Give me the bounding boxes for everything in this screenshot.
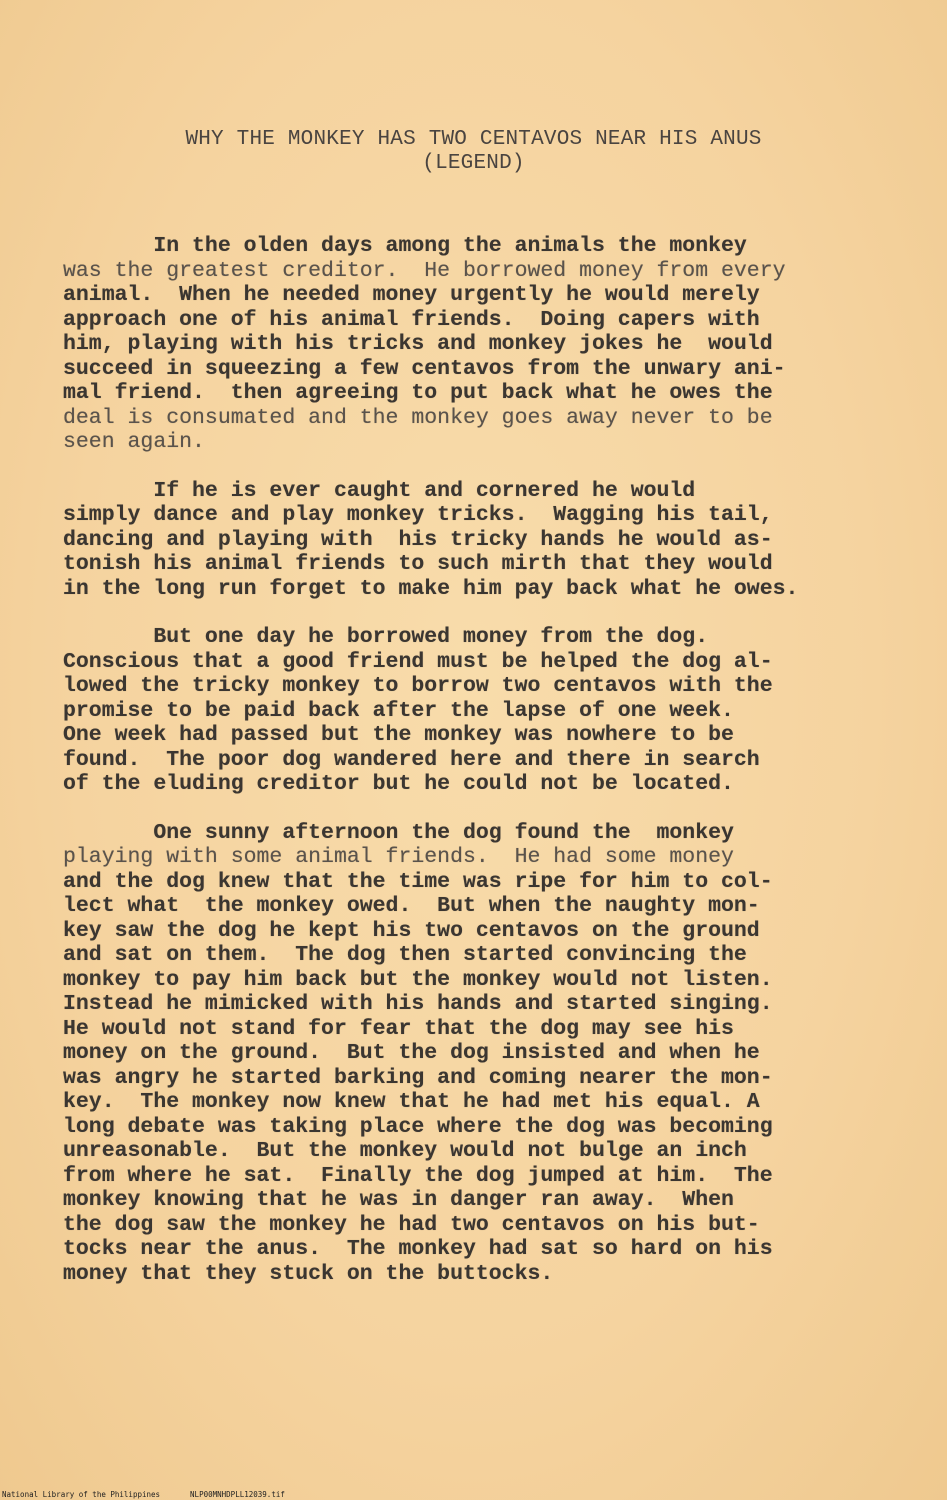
text-line: animal. When he needed money urgently he would merely <box>63 283 760 307</box>
text-line: playing with some animal friends. He had some money <box>63 845 734 869</box>
text-line: key. The monkey now knew that he had met his equal. A <box>63 1090 760 1114</box>
text-line: lowed the tricky monkey to borrow two centavos with the <box>63 674 773 698</box>
text-line: of the eluding creditor but he could not be located. <box>63 772 734 796</box>
text-line: money on the ground. But the dog insisted and when he <box>63 1041 760 1065</box>
paragraph-1 <box>63 234 893 455</box>
text-line: deal is consumated and the monkey goes away never to be <box>63 405 773 430</box>
text-line: approach one of his animal friends. Doing capers with <box>63 307 760 332</box>
text-line: mal friend. then agreeing to put back what he owes the <box>63 381 773 405</box>
text-line: long debate was taking place where the dog was becoming <box>63 1114 773 1139</box>
text-line: was the greatest creditor. He borrowed money from every <box>63 258 786 283</box>
text-line: and the dog knew that the time was ripe for him to col- <box>63 869 773 894</box>
text-line: In the olden days among the animals the monkey <box>63 234 747 258</box>
text-line: He would not stand for fear that the dog may see his <box>63 1016 734 1041</box>
text-line: promise to be paid back after the lapse of one week. <box>63 698 734 723</box>
document-title <box>0 128 947 176</box>
text-line: from where he sat. Finally the dog jumped at him. The <box>63 1163 773 1188</box>
title-line-1: WHY THE MONKEY HAS TWO CENTAVOS NEAR HIS ANUS <box>185 128 762 151</box>
text-line: If he is ever caught and cornered he would <box>63 478 696 503</box>
library-credit: National Library of the Philippines <box>2 1490 161 1499</box>
text-line: succeed in squeezing a few centavos from the unwary ani- <box>63 356 786 381</box>
paragraph-3 <box>63 625 893 797</box>
text-line: Conscious that a good friend must be helped the dog al- <box>63 649 773 674</box>
text-line: found. The poor dog wandered here and there in search <box>63 747 760 772</box>
text-line: One week had passed but the monkey was nowhere to be <box>63 723 734 747</box>
scan-footer <box>0 1490 947 1500</box>
text-line: unreasonable. But the monkey would not bulge an inch <box>63 1139 747 1163</box>
text-line: simply dance and play monkey tricks. Wagging his tail, <box>63 503 773 527</box>
paragraph-2 <box>63 479 893 602</box>
paragraph-4 <box>63 821 893 1287</box>
text-line: dancing and playing with his tricky hands he would as- <box>63 527 773 552</box>
text-line: money that they stuck on the buttocks. <box>63 1261 554 1286</box>
text-line: One sunny afternoon the dog found the monkey <box>63 820 734 845</box>
text-line: monkey to pay him back but the monkey would not listen. <box>63 967 773 992</box>
text-line: the dog saw the monkey he had two centavos on his but- <box>63 1212 760 1237</box>
document-body <box>63 234 893 1310</box>
text-line: But one day he borrowed money from the dog. <box>63 625 709 649</box>
title-line-2: (LEGEND) <box>422 152 525 175</box>
text-line: Instead he mimicked with his hands and started singing. <box>63 992 773 1016</box>
text-line: in the long run forget to make him pay back what he owes. <box>63 576 799 601</box>
scan-filename: NLP00MNHDPLL12039.tif <box>190 1490 285 1499</box>
text-line: monkey knowing that he was in danger ran away. When <box>63 1188 734 1212</box>
text-line: was angry he started barking and coming nearer the mon- <box>63 1065 773 1090</box>
text-line: key saw the dog he kept his two centavos on the ground <box>63 918 760 943</box>
text-line: seen again. <box>63 430 205 454</box>
text-line: him, playing with his tricks and monkey jokes he would <box>63 332 773 356</box>
text-line: lect what the monkey owed. But when the naughty mon- <box>63 894 760 918</box>
text-line: and sat on them. The dog then started convincing the <box>63 943 747 967</box>
text-line: tocks near the anus. The monkey had sat so hard on his <box>63 1237 773 1261</box>
text-line: tonish his animal friends to such mirth that they would <box>63 552 773 576</box>
